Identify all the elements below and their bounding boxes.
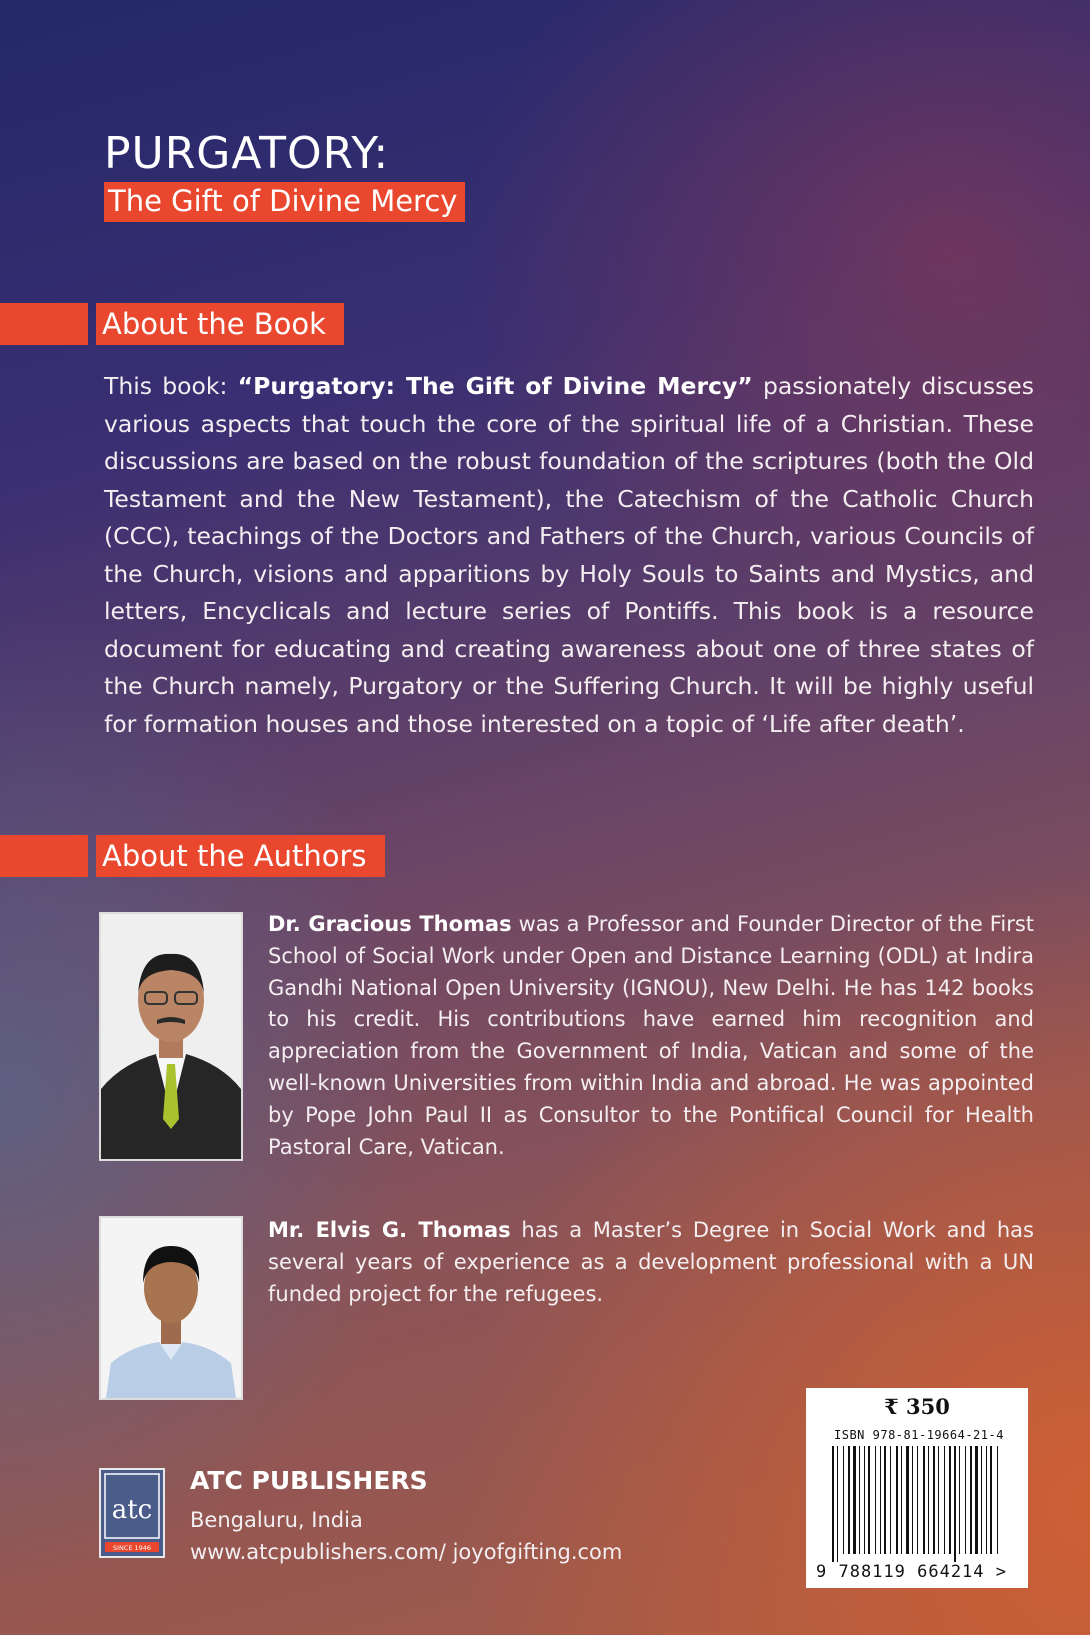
barcode-bar <box>890 1446 891 1554</box>
barcode-bar <box>884 1446 886 1554</box>
publisher-city: Bengaluru, India <box>190 1508 363 1532</box>
publisher-website: www.atcpublishers.com/ joyofgifting.com <box>190 1540 623 1564</box>
about-book-intro: This book: <box>104 372 238 400</box>
publisher-logo <box>99 1468 165 1558</box>
barcode-bar <box>880 1446 881 1554</box>
atc-logo-icon <box>101 1470 163 1556</box>
portrait-icon <box>101 914 241 1159</box>
barcode-bar <box>843 1446 844 1554</box>
barcode-bar <box>970 1446 972 1554</box>
isbn-text: ISBN 978-81-19664-21-4 <box>834 1428 1004 1442</box>
about-book-text <box>104 368 1034 743</box>
ean-digits: 9 788119 664214 > <box>816 1562 1007 1582</box>
barcode-bar <box>944 1446 945 1554</box>
barcode-bar <box>959 1446 960 1554</box>
about-authors-heading-bar <box>0 835 385 877</box>
barcode-bar <box>901 1446 902 1554</box>
barcode-bar <box>868 1446 870 1554</box>
barcode-bar <box>848 1446 850 1554</box>
barcode-icon <box>830 1446 1006 1562</box>
barcode-panel <box>806 1388 1028 1588</box>
barcode-bar <box>917 1446 918 1554</box>
about-book-heading-bar <box>0 303 344 345</box>
author-bio: has a Master’s Degree in Social Work and has several years of experience as a development professional with a UN funded project for the refugees. <box>268 1218 1034 1306</box>
author-name: Mr. Elvis G. Thomas <box>268 1218 511 1242</box>
barcode-bar <box>853 1446 856 1554</box>
barcode-bar <box>928 1446 929 1554</box>
author-bio-elvis-thomas <box>268 1215 1034 1310</box>
about-book-body: passionately discusses various aspects that touch the core of the spiritual life of a Christian. These discussions are based on the robust foundation of the scriptures (both the Old Testament and the New Testament), the Catechism of the Catholic Church (CCC), teachings of the Doctors and Fathers of the Church, various Councils of the Church, visions and apparitions by Holy Souls to Saints and Mystics, and letters, Encyclicals and lecture series of Pontiffs. This book is a resource document for educating and creating awareness about one of three states of the Church namely, Purgatory or the Suffering Church. It will be highly useful for formation houses and those interested on a topic of ‘Life after death’. <box>104 372 1035 738</box>
barcode-bar <box>923 1446 925 1554</box>
barcode-bar <box>837 1446 838 1562</box>
book-subtitle: The Gift of Divine Mercy <box>104 182 465 222</box>
barcode-bar <box>832 1446 834 1562</box>
logo-text: atc <box>111 1495 153 1525</box>
author-bio-gracious-thomas <box>268 909 1034 1163</box>
heading-accent-stub <box>0 303 88 345</box>
barcode-bar <box>997 1446 998 1554</box>
barcode-bar <box>986 1446 987 1554</box>
barcode-bar <box>981 1446 982 1554</box>
author-bio: was a Professor and Founder Director of the First School of Social Work under Open and Distance Learning (ODL) at Indira Gandhi National Open University (IGNOU), New Delhi. He has 142 books to his credit. His contributions have earned him recognition and appreciation from the Government of India, Vatican and some of the well-known Universities from within India and abroad. He was appointed by Pope John Paul II as Consultor to the Pontifical Council for Health Pastoral Care, Vatican. <box>268 912 1034 1159</box>
about-book-title-quote: “Purgatory: The Gift of Divine Mercy” <box>237 372 753 400</box>
barcode-bar <box>933 1446 935 1554</box>
author-photo-elvis-thomas <box>99 1216 243 1400</box>
barcode-bar <box>906 1446 909 1554</box>
barcode-bar <box>896 1446 898 1554</box>
author-name: Dr. Gracious Thomas <box>268 912 512 936</box>
barcode-bar <box>875 1446 876 1554</box>
barcode-bar <box>975 1446 978 1554</box>
barcode-bar <box>864 1446 865 1554</box>
barcode-bar <box>938 1446 939 1554</box>
barcode-bar <box>859 1446 860 1554</box>
author-photo-gracious-thomas <box>99 912 243 1161</box>
book-title: PURGATORY: <box>104 128 390 179</box>
about-authors-heading: About the Authors <box>96 835 385 877</box>
barcode-bar <box>965 1446 966 1554</box>
barcode-bar <box>954 1446 956 1562</box>
publisher-name: ATC PUBLISHERS <box>190 1466 428 1495</box>
heading-accent-stub <box>0 835 88 877</box>
barcode-bar <box>912 1446 913 1554</box>
barcode-bar <box>949 1446 951 1554</box>
price-label: ₹ 350 <box>884 1394 950 1419</box>
barcode-bar <box>990 1446 992 1554</box>
portrait-icon <box>101 1218 241 1398</box>
logo-since: SINCE 1946 <box>112 1544 152 1552</box>
about-book-heading: About the Book <box>96 303 344 345</box>
